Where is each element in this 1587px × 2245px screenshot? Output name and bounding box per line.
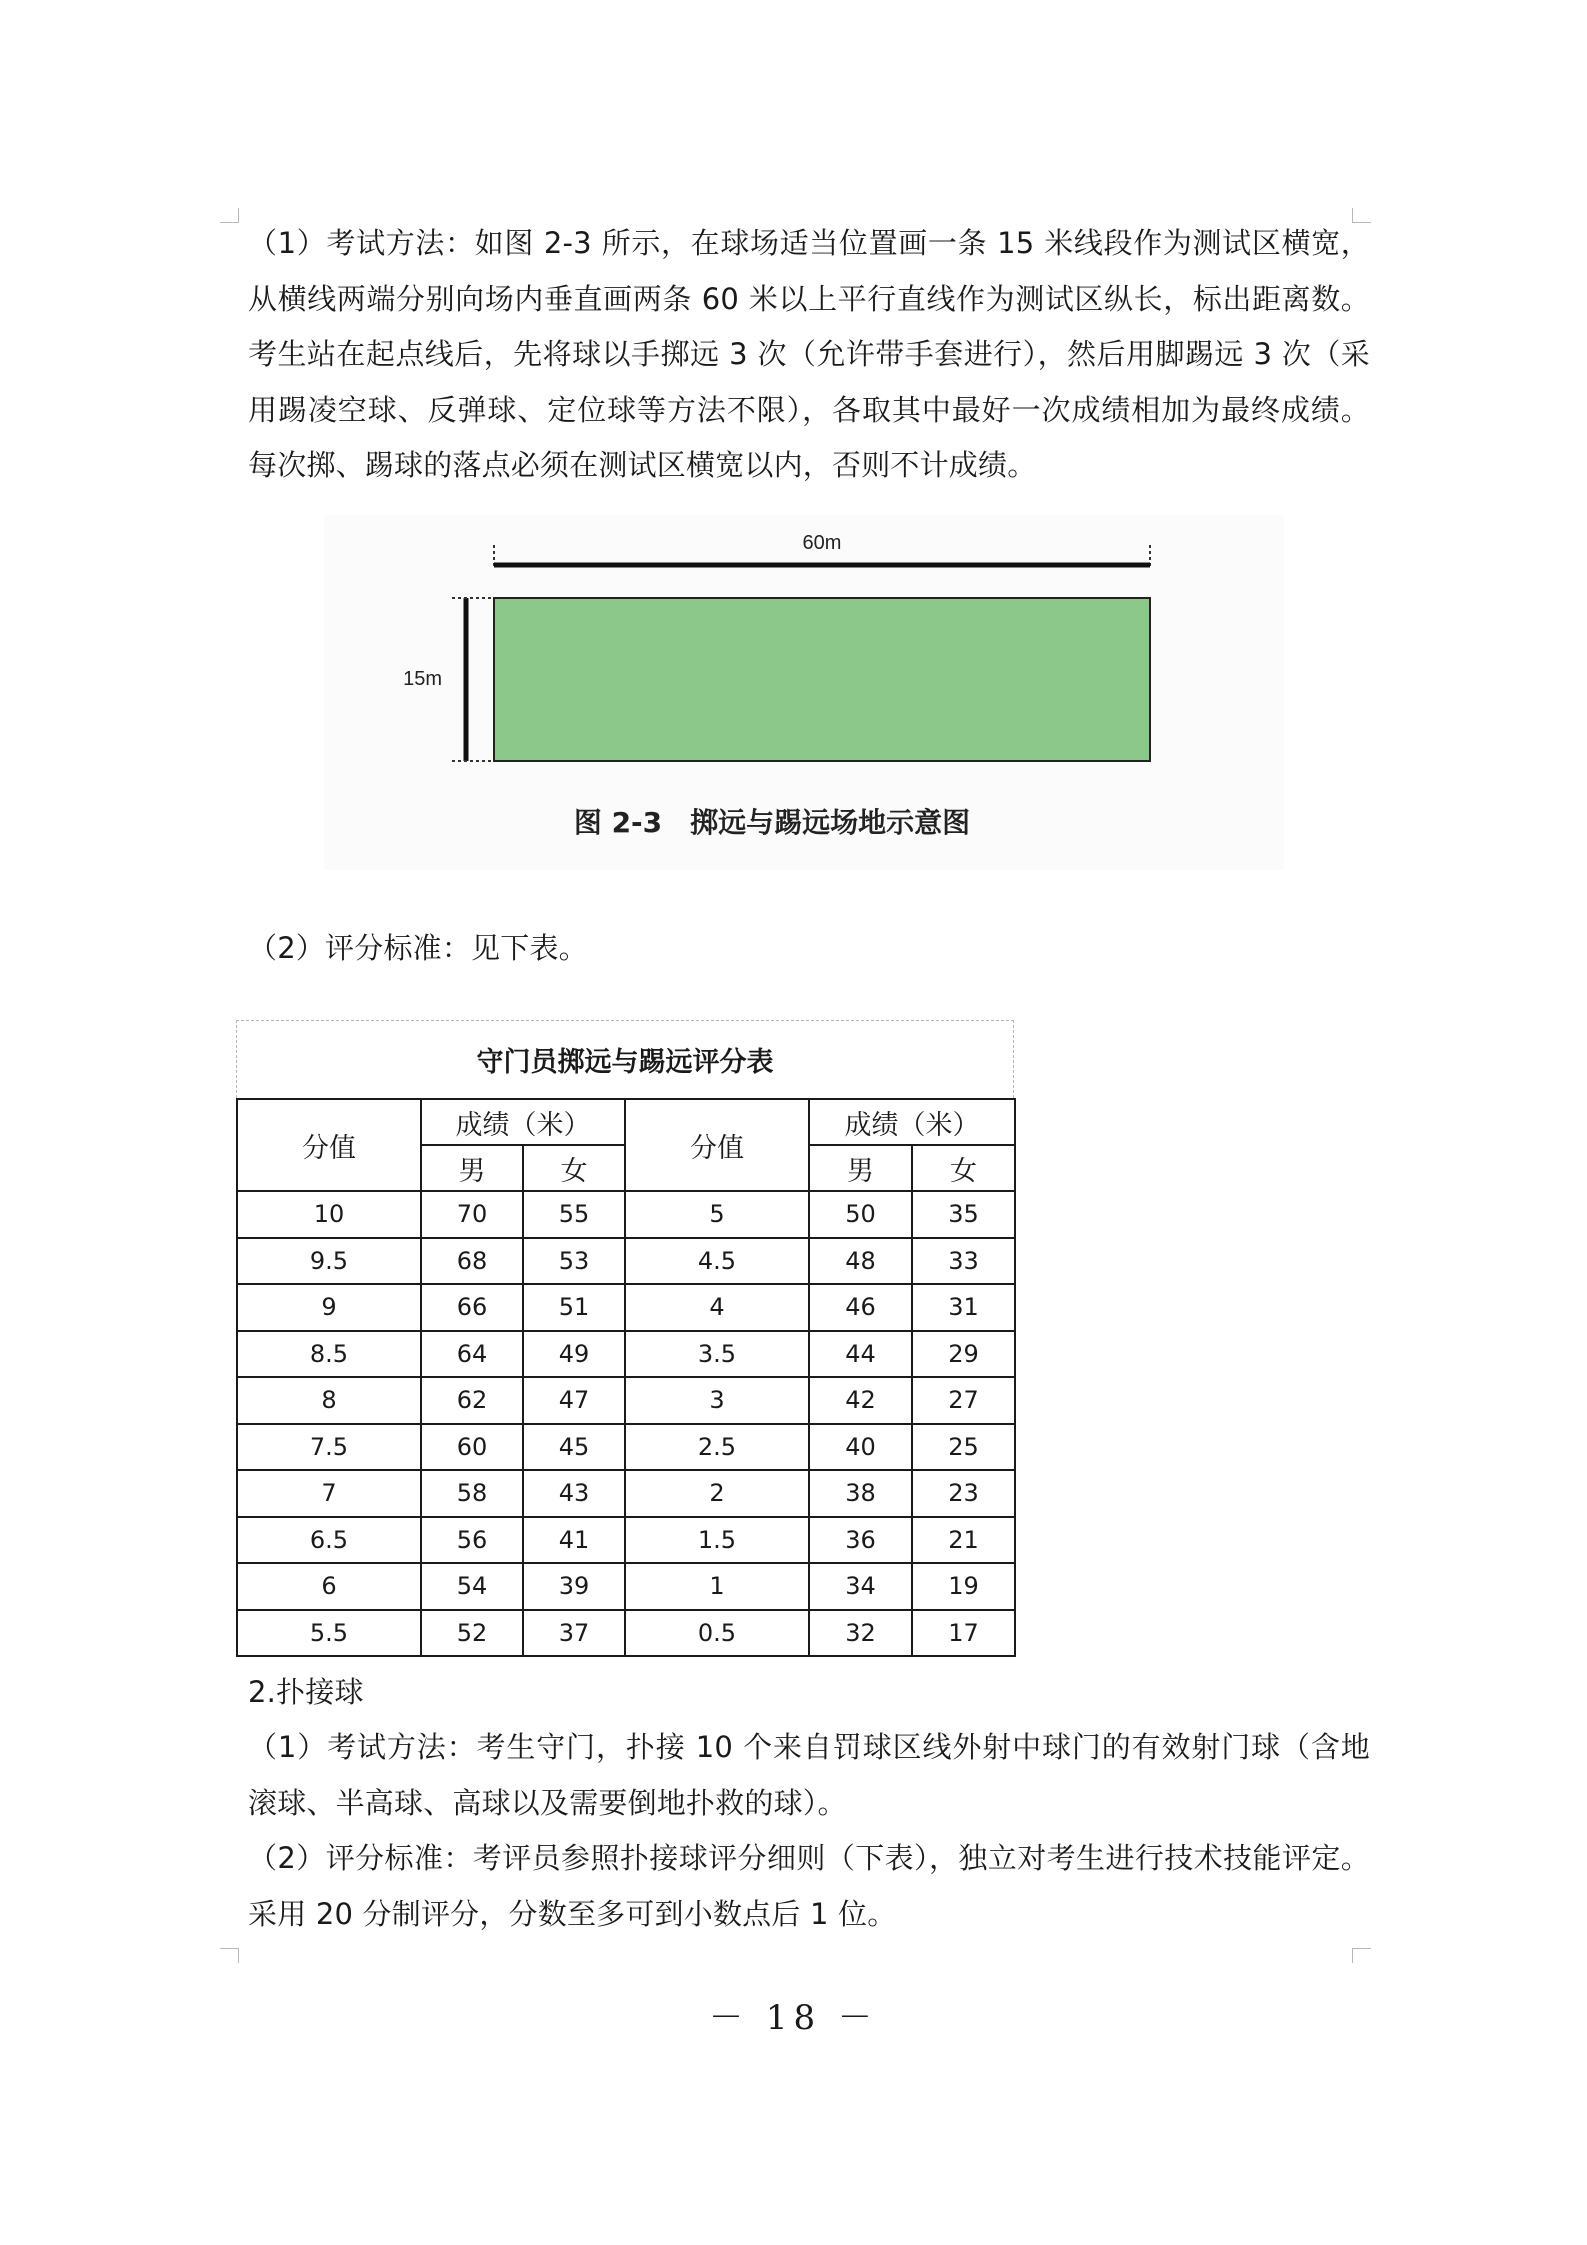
cell-left-score: 9 (237, 1284, 421, 1331)
cell-right-score: 4.5 (625, 1238, 809, 1285)
cell-left-score: 6.5 (237, 1517, 421, 1564)
paragraph-standard-1: （2）评分标准：见下表。 (248, 931, 588, 965)
table-row (237, 1191, 1015, 1238)
cell-left-male: 54 (421, 1563, 523, 1610)
cell-right-male: 36 (809, 1517, 912, 1564)
cell-left-score: 7 (237, 1470, 421, 1517)
cell-left-score: 5.5 (237, 1610, 421, 1657)
cell-right-male: 38 (809, 1470, 912, 1517)
cell-left-male: 66 (421, 1284, 523, 1331)
header-male: 男 (421, 1145, 523, 1191)
cell-right-female: 19 (912, 1563, 1015, 1610)
cell-left-female: 51 (523, 1284, 625, 1331)
cell-right-female: 27 (912, 1377, 1015, 1424)
cell-left-score: 10 (237, 1191, 421, 1238)
cell-right-female: 35 (912, 1191, 1015, 1238)
cell-left-female: 47 (523, 1377, 625, 1424)
cell-right-female: 17 (912, 1610, 1015, 1657)
paragraph-method-1: （1）考试方法：如图 2-3 所示，在球场适当位置画一条 15 米线段作为测试区横宽，从横线两端分别向场内垂直画两条 60 米以上平行直线作为测试区纵长，标出距离数。考生站在起点线后，先将球以手掷远 3 次（允许带手套进行），然后用脚踢远 3 次（采用踢凌空球、反弹球、定位球等方法不限），各取其中最好一次成绩相加为最终成绩。每次掷、踢球的落点必须在测试区横宽以内，否则不计成绩。 (248, 226, 1370, 482)
header-result: 成绩（米） (809, 1099, 1015, 1145)
cell-right-score: 1 (625, 1563, 809, 1610)
cell-right-male: 50 (809, 1191, 912, 1238)
header-score: 分值 (625, 1099, 809, 1191)
cell-right-score: 2 (625, 1470, 809, 1517)
cell-left-score: 9.5 (237, 1238, 421, 1285)
cell-left-score: 8.5 (237, 1331, 421, 1378)
cell-right-male: 32 (809, 1610, 912, 1657)
cell-right-female: 25 (912, 1424, 1015, 1471)
header-female: 女 (523, 1145, 625, 1191)
cell-left-male: 60 (421, 1424, 523, 1471)
cell-right-male: 42 (809, 1377, 912, 1424)
margin-mark-top-left (220, 208, 239, 223)
cell-left-score: 6 (237, 1563, 421, 1610)
cell-left-male: 56 (421, 1517, 523, 1564)
cell-left-female: 49 (523, 1331, 625, 1378)
cell-right-female: 33 (912, 1238, 1015, 1285)
cell-right-score: 1.5 (625, 1517, 809, 1564)
cell-right-score: 4 (625, 1284, 809, 1331)
cell-right-female: 23 (912, 1470, 1015, 1517)
table-row (237, 1331, 1015, 1378)
field-diagram (324, 515, 1284, 870)
cell-left-female: 53 (523, 1238, 625, 1285)
cell-right-female: 31 (912, 1284, 1015, 1331)
cell-left-male: 62 (421, 1377, 523, 1424)
table-row (237, 1284, 1015, 1331)
field-diagram-svg (324, 515, 1284, 870)
cell-right-score: 2.5 (625, 1424, 809, 1471)
table-row (237, 1424, 1015, 1471)
cell-left-score: 7.5 (237, 1424, 421, 1471)
margin-mark-bottom-left (220, 1948, 239, 1963)
cell-right-score: 3 (625, 1377, 809, 1424)
cell-right-score: 3.5 (625, 1331, 809, 1378)
table-row (237, 1517, 1015, 1564)
header-female: 女 (912, 1145, 1015, 1191)
width-label: 60m (802, 532, 842, 554)
cell-left-male: 58 (421, 1470, 523, 1517)
cell-left-male: 64 (421, 1331, 523, 1378)
cell-left-female: 41 (523, 1517, 625, 1564)
cell-right-score: 5 (625, 1191, 809, 1238)
cell-right-female: 21 (912, 1517, 1015, 1564)
cell-left-score: 8 (237, 1377, 421, 1424)
table-title: 守门员掷远与踢远评分表 (236, 1020, 1014, 1098)
test-area-rect (494, 598, 1150, 761)
cell-right-male: 46 (809, 1284, 912, 1331)
cell-left-male: 52 (421, 1610, 523, 1657)
paragraph-method-2: （1）考试方法：考生守门，扑接 10 个来自罚球区线外射中球门的有效射门球（含地滚球、半高球、高球以及需要倒地扑救的球）。 (248, 1730, 1370, 1820)
cell-left-female: 43 (523, 1470, 625, 1517)
score-table (236, 1098, 1016, 1657)
cell-left-female: 39 (523, 1563, 625, 1610)
cell-right-male: 44 (809, 1331, 912, 1378)
cell-right-score: 0.5 (625, 1610, 809, 1657)
cell-right-male: 48 (809, 1238, 912, 1285)
cell-left-male: 70 (421, 1191, 523, 1238)
cell-right-male: 40 (809, 1424, 912, 1471)
header-result: 成绩（米） (421, 1099, 625, 1145)
table-row (237, 1377, 1015, 1424)
height-label: 15m (403, 668, 442, 690)
table-row (237, 1238, 1015, 1285)
header-score: 分值 (237, 1099, 421, 1191)
cell-left-female: 37 (523, 1610, 625, 1657)
figure-caption: 图 2-3 掷远与踢远场地示意图 (573, 806, 971, 839)
cell-left-male: 68 (421, 1238, 523, 1285)
cell-right-male: 34 (809, 1563, 912, 1610)
paragraph-standard-2: （2）评分标准：考评员参照扑接球评分细则（下表），独立对考生进行技术技能评定。采用 20 分制评分，分数至多可到小数点后 1 位。 (248, 1841, 1370, 1931)
page-number: － 18 － (709, 1998, 878, 2038)
table-row (237, 1610, 1015, 1657)
cell-left-female: 55 (523, 1191, 625, 1238)
table-row (237, 1470, 1015, 1517)
table-row (237, 1563, 1015, 1610)
cell-left-female: 45 (523, 1424, 625, 1471)
margin-mark-bottom-right (1352, 1948, 1371, 1963)
header-male: 男 (809, 1145, 912, 1191)
section-heading-2: 2.扑接球 (248, 1675, 364, 1709)
cell-right-female: 29 (912, 1331, 1015, 1378)
score-table-container (236, 1020, 1014, 1680)
